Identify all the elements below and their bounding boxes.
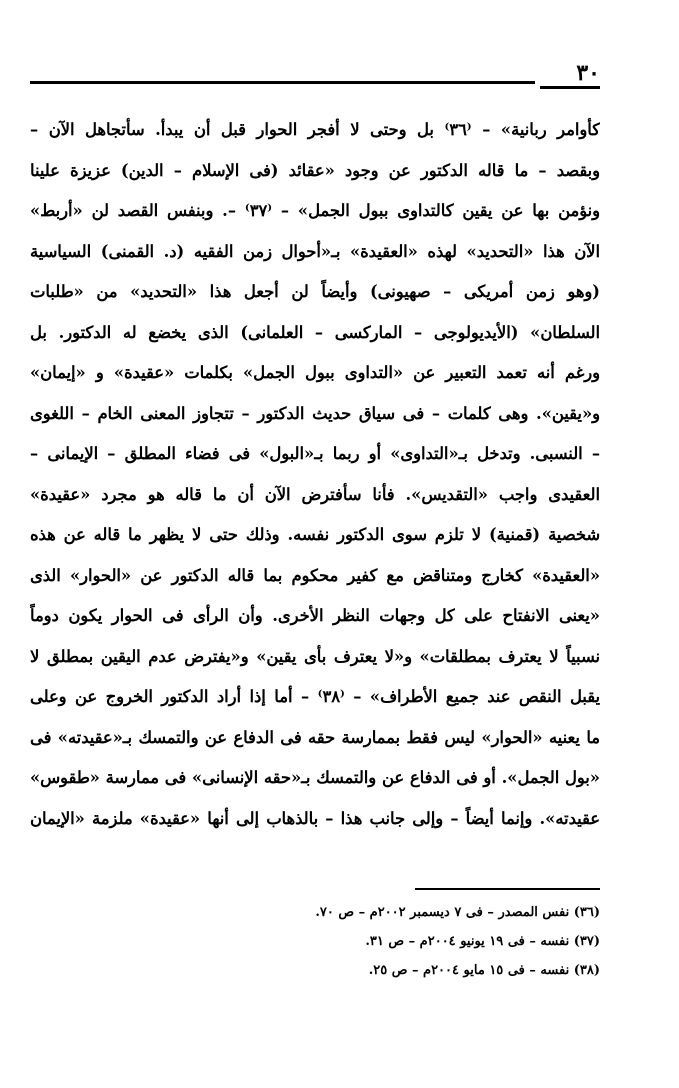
footnote: (٣٨) نفسه – فى ١٥ مايو ٢٠٠٤م – ص ٢٥. — [368, 963, 600, 978]
body-line: ما يعنيه «الحوار» ليس فقط بممارسة حقه فى الدفاع عن والتمسك بـ«عقيدته» فى — [30, 727, 600, 747]
footnote-rule — [415, 888, 600, 890]
body-line: الآن هذا «التحديد» لهذه «العقيدة» بـ«أحوال زمن الفقيه (د. القمنى) السياسية — [30, 241, 600, 261]
body-line: العقيدى واجب «التقديس». فأنا سأفترض الآن أن ما قاله هو مجرد «عقيدة» — [30, 484, 600, 504]
body-line: – النسبى. وتدخل بـ«التداوى» أو ربما بـ«البول» فى فضاء المطلق – الإيمانى – — [30, 444, 600, 463]
body-line: ونؤمن بها عن يقين كالتداوى ببول الجمل» – ⁽٣٧⁾ –. وبنفس القصد لن «أربط» — [30, 201, 600, 220]
body-line: و«يقين». وهى كلمات – فى سياق حديث الدكتور – تتجاوز المعنى الخام – اللغوى — [30, 403, 600, 423]
body-line: نسبياً لا يعترف بمطلقات» و«لا يعترف بأى يقين» و«يفترض عدم اليقين بمطلق لا — [30, 646, 600, 666]
body-line: يقبل النقص عند جميع الأطراف» – ⁽٣٨⁾ – أما إذا أراد الدكتور الخروج عن وعلى — [30, 687, 600, 706]
footnote: (٣٧) نفسه – فى ١٩ يونيو ٢٠٠٤م – ص ٣١. — [365, 934, 600, 949]
body-line: كأوامر ربانية» – ⁽٣٦⁾ بل وحتى لا أفجر الحوار قبل أن يبدأ. سأتجاهل الآن – — [30, 120, 600, 139]
body-line: وبقصد – ما قاله الدكتور عن وجود «عقائد (فى الإسلام – الدين) عزيزة علينا — [30, 160, 600, 180]
page-number: ٣٠ — [540, 62, 600, 89]
body-line: ورغم أنه تعمد التعبير عن «التداوى ببول الجمل» بكلمات «عقيدة» و «إيمان» — [30, 363, 600, 382]
footnote: (٣٦) نفس المصدر – فى ٧ ديسمبر ٢٠٠٢م – ص ٧٠. — [315, 905, 600, 920]
body-text — [30, 110, 600, 880]
body-line: «بول الجمل». أو فى الدفاع عن والتمسك بـ«حقه الإنسانى» فى ممارسة «طقوس» — [30, 768, 600, 787]
body-line: شخصية (قمنية) لا تلزم سوى الدكتور نفسه. وذلك حتى لا يظهر ما قاله عن هذه — [30, 525, 600, 544]
body-line: السلطان» (الأيديولوجى – الماركسى – العلمانى) الذى يخضع له الدكتور. بل — [30, 322, 600, 342]
footnotes — [200, 898, 600, 985]
body-line: عقيدته». وإنما أيضاً – وإلى جانب هذا – بالذهاب إلى أنها «عقيدة» ملزمة «الإيمان — [30, 808, 600, 828]
body-line: «يعنى الانفتاح على كل وجهات النظر الأخرى. وأن الرأى فى الحوار يكون دوماً — [30, 606, 600, 625]
header-rule — [30, 81, 535, 84]
body-line — [30, 839, 600, 880]
body-line: «العقيدة» كخارج ومتناقض مع كفير محكوم بما قاله الدكتور عن «الحوار» الذى — [30, 565, 600, 585]
body-line: (وهو زمن أمريكى – صهيونى) وأيضاً لن أجعل هذا «التحديد» من «طلبات — [30, 282, 600, 301]
page-header — [30, 58, 600, 98]
